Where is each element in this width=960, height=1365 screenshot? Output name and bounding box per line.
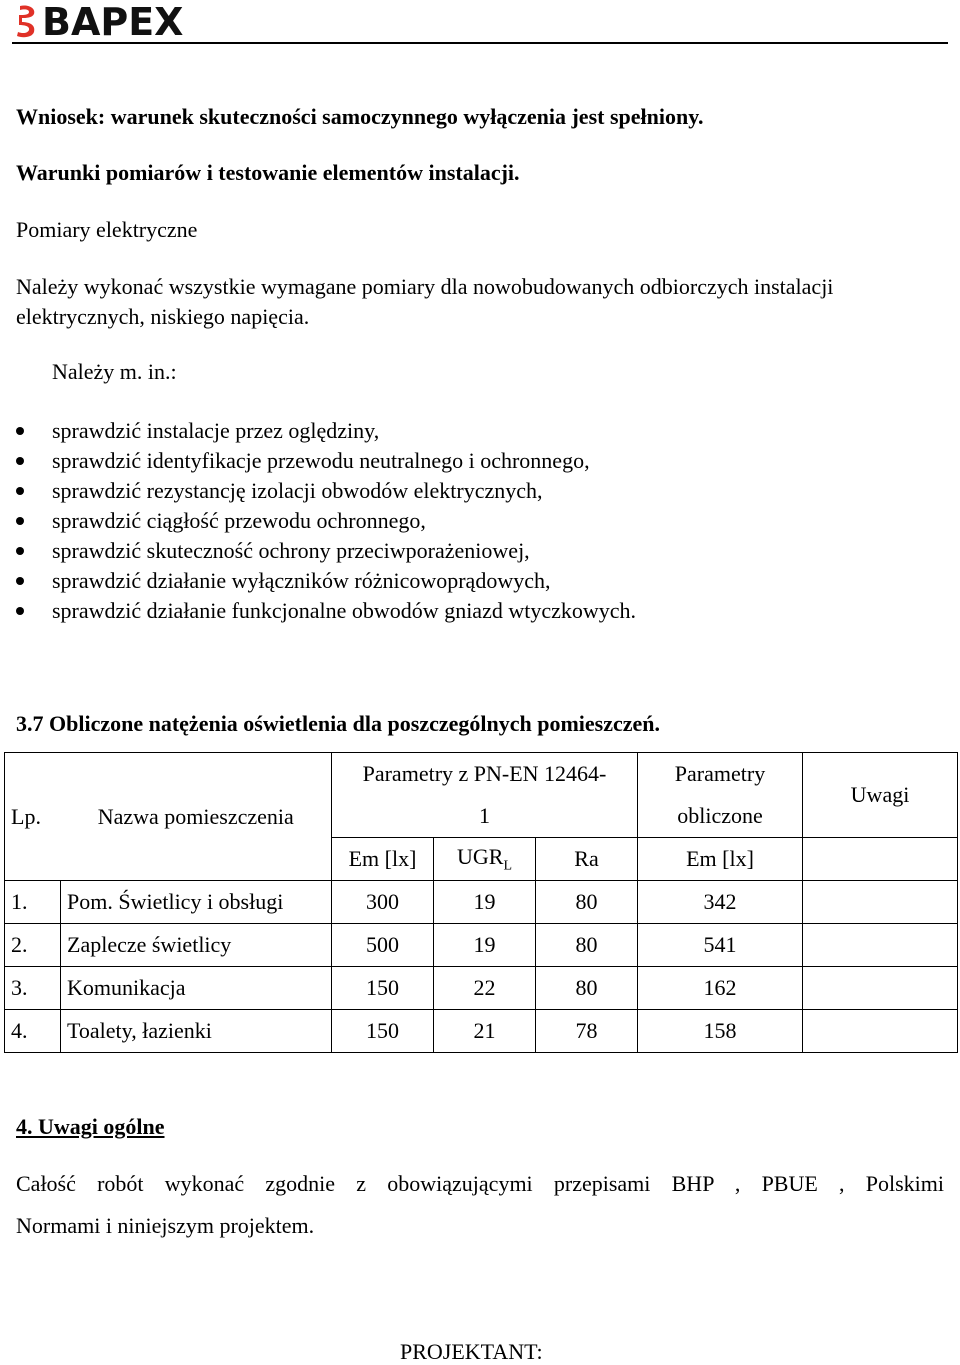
cell-ra: 80 <box>536 881 638 924</box>
list-item: sprawdzić ciągłość przewodu ochronnego, <box>16 506 916 536</box>
list-item: sprawdzić działanie funkcjonalne obwodów gniazd wtyczkowych. <box>16 596 916 626</box>
header-notes: Uwagi <box>803 753 958 838</box>
cell-ra: 78 <box>536 1010 638 1053</box>
cell-lp: 1. <box>5 881 61 924</box>
subheading: Pomiary elektryczne <box>16 217 198 242</box>
header-calc-line-2: obliczone <box>638 795 803 838</box>
bullet-icon <box>16 547 24 555</box>
table-row <box>5 881 958 924</box>
logo-mark-icon <box>17 5 34 37</box>
bullet-icon <box>16 517 24 525</box>
paragraph-line-2: elektrycznych, niskiego napięcia. <box>16 304 310 329</box>
cell-lp: 3. <box>5 967 61 1010</box>
list-item: sprawdzić działanie wyłączników różnicowoprądowych, <box>16 566 916 596</box>
cell-notes <box>803 967 958 1010</box>
bapex-logo <box>14 2 224 40</box>
cell-lp: 2. <box>5 924 61 967</box>
table-title: 3.7 Obliczone natężenia oświetlenia dla poszczególnych pomieszczeń. <box>16 711 661 736</box>
bullet-icon <box>16 487 24 495</box>
list-item: sprawdzić rezystancję izolacji obwodów elektrycznych, <box>16 476 916 506</box>
bullet-icon <box>16 427 24 435</box>
conclusion-text: Wniosek: warunek skuteczności samoczynnego wyłączenia jest spełniony. <box>16 104 704 129</box>
measurement-list <box>16 416 916 626</box>
cell-room-name: Zaplecze świetlicy <box>61 924 332 967</box>
general-line-1: Całość robót wykonać zgodnie z obowiązującymi przepisami BHP , PBUE , Polskimi <box>16 1171 944 1196</box>
lighting-table <box>4 752 958 1053</box>
list-item: sprawdzić identyfikacje przewodu neutralnego i ochronnego, <box>16 446 916 476</box>
bullet-icon <box>16 577 24 585</box>
list-item: sprawdzić skuteczność ochrony przeciwporażeniowej, <box>16 536 916 566</box>
cell-em: 300 <box>332 881 434 924</box>
cell-em-calc: 541 <box>638 924 803 967</box>
header-norm-line-1: Parametry z PN-EN 12464- <box>332 753 638 796</box>
cell-room-name: Toalety, łazienki <box>61 1010 332 1053</box>
cell-ugr: 19 <box>434 881 536 924</box>
cell-ra: 80 <box>536 924 638 967</box>
bullet-icon <box>16 457 24 465</box>
general-line-2: Normami i niniejszym projektem. <box>16 1213 315 1238</box>
cell-room-name: Pom. Świetlicy i obsługi <box>61 881 332 924</box>
logo-text: BAPEX <box>42 2 184 40</box>
header-rule <box>12 42 948 44</box>
table-row <box>5 967 958 1010</box>
cell-em-calc: 158 <box>638 1010 803 1053</box>
cell-notes <box>803 924 958 967</box>
header-notes-empty <box>803 838 958 881</box>
cell-notes <box>803 1010 958 1053</box>
cell-ugr: 21 <box>434 1010 536 1053</box>
general-title: 4. Uwagi ogólne <box>16 1114 165 1139</box>
cell-em: 500 <box>332 924 434 967</box>
cell-notes <box>803 881 958 924</box>
header-lp: Lp. <box>5 753 61 881</box>
cell-ra: 80 <box>536 967 638 1010</box>
header-em: Em [lx] <box>332 838 434 881</box>
cell-em-calc: 342 <box>638 881 803 924</box>
header-norm-line-2: 1 <box>332 795 638 838</box>
header-room-name: Nazwa pomieszczenia <box>61 753 332 881</box>
section-title: Warunki pomiarów i testowanie elementów instalacji. <box>16 160 520 185</box>
cell-em-calc: 162 <box>638 967 803 1010</box>
table-row <box>5 1010 958 1053</box>
header-em-calc: Em [lx] <box>638 838 803 881</box>
intro-text: Należy m. in.: <box>52 359 177 384</box>
cell-lp: 4. <box>5 1010 61 1053</box>
cell-em: 150 <box>332 967 434 1010</box>
list-item: sprawdzić instalacje przez oględziny, <box>16 416 916 446</box>
paragraph-line-1: Należy wykonać wszystkie wymagane pomiary dla nowobudowanych odbiorczych instalacji <box>16 274 834 299</box>
table-row <box>5 924 958 967</box>
cell-ugr: 19 <box>434 924 536 967</box>
header-ra: Ra <box>536 838 638 881</box>
cell-room-name: Komunikacja <box>61 967 332 1010</box>
header-calc-line-1: Parametry <box>638 753 803 796</box>
bullet-icon <box>16 607 24 615</box>
header-ugr: $UGR_L$ <box>434 838 536 881</box>
signature-label: PROJEKTANT: <box>400 1339 543 1364</box>
cell-em: 150 <box>332 1010 434 1053</box>
cell-ugr: 22 <box>434 967 536 1010</box>
